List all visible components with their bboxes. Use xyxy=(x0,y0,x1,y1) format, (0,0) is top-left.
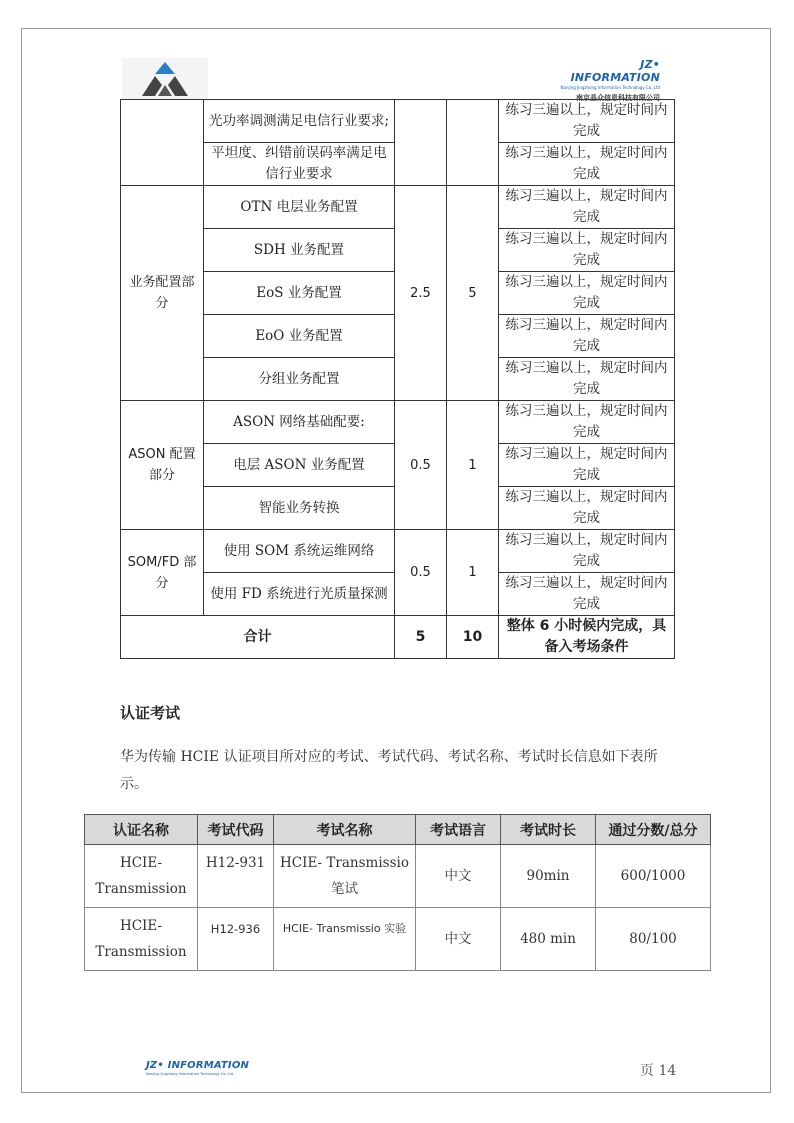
table-row xyxy=(121,186,675,229)
section-count: 1 xyxy=(447,401,499,530)
total-count: 10 xyxy=(447,616,499,659)
training-item: 光功率调测满足电信行业要求; xyxy=(204,100,395,143)
total-note: 整体 6 小时候内完成，具备入考场条件 xyxy=(499,616,675,659)
header-cell: 考试名称 xyxy=(274,815,416,845)
training-note: 练习三遍以上，规定时间内完成 xyxy=(499,444,675,487)
header-cell: 考试时长 xyxy=(501,815,596,845)
training-item: 使用 FD 系统进行光质量探测 xyxy=(204,573,395,616)
training-note: 练习三遍以上，规定时间内完成 xyxy=(499,573,675,616)
training-item: 智能业务转换 xyxy=(204,487,395,530)
exam-code: H12-931 xyxy=(198,845,274,908)
exam-name: HCIE- Transmissio 实验 xyxy=(274,908,416,971)
exam-table xyxy=(84,814,711,971)
header-cell: 考试语言 xyxy=(416,815,501,845)
section-hours: 2.5 xyxy=(395,186,447,401)
training-note: 练习三遍以上，规定时间内完成 xyxy=(499,100,675,143)
training-item: SDH 业务配置 xyxy=(204,229,395,272)
footer-brand-name: JZ• INFORMATION xyxy=(146,1060,250,1071)
header-cell: 认证名称 xyxy=(85,815,198,845)
exam-duration: 90min xyxy=(501,845,596,908)
section-label: 业务配置部分 xyxy=(121,186,204,401)
training-item: 平坦度、纠错前误码率满足电信行业要求 xyxy=(204,143,395,186)
table-row xyxy=(85,845,711,908)
header-brand-cn: 南京晶众信息科技有限公司 xyxy=(576,94,660,102)
intro-paragraph: 华为传输 HCIE 认证项目所对应的考试、考试代码、考试名称、考试时长信息如下表所示。 xyxy=(120,749,658,792)
exam-table-header xyxy=(85,815,711,845)
table-row xyxy=(121,100,675,143)
total-row xyxy=(121,616,675,659)
footer-brand xyxy=(146,1060,249,1076)
training-table xyxy=(120,99,675,659)
exam-language: 中文 xyxy=(416,908,501,971)
header-brand xyxy=(548,58,660,103)
header-brand-sub: Nanjing Jingzhong Information Technology Co.,Ltd xyxy=(560,85,660,90)
section-hours: 0.5 xyxy=(395,401,447,530)
table-row xyxy=(121,530,675,573)
section-label: SOM/FD 部分 xyxy=(121,530,204,616)
section-label: ASON 配置部分 xyxy=(121,401,204,530)
training-item: OTN 电层业务配置 xyxy=(204,186,395,229)
section-title: 认证考试 xyxy=(120,704,181,722)
header-brand-name: JZ• INFORMATION xyxy=(570,58,660,84)
training-item: 分组业务配置 xyxy=(204,358,395,401)
training-note: 练习三遍以上，规定时间内完成 xyxy=(499,530,675,573)
training-item: ASON 网络基础配要: xyxy=(204,401,395,444)
exam-name: HCIE- Transmissio 笔试 xyxy=(274,845,416,908)
company-logo-icon xyxy=(122,58,208,100)
exam-score: 80/100 xyxy=(596,908,711,971)
table-row xyxy=(121,401,675,444)
training-note: 练习三遍以上，规定时间内完成 xyxy=(499,229,675,272)
total-label: 合计 xyxy=(121,616,395,659)
page-number: 页 14 xyxy=(640,1063,677,1079)
training-item: 电层 ASON 业务配置 xyxy=(204,444,395,487)
training-note: 练习三遍以上，规定时间内完成 xyxy=(499,272,675,315)
footer-brand-sub: Nanjing Jingzhong Information Technology Co.,Ltd xyxy=(146,1072,234,1076)
exam-score: 600/1000 xyxy=(596,845,711,908)
section-count: 1 xyxy=(447,530,499,616)
cert-name: HCIE-Transmission xyxy=(85,908,198,971)
training-item: EoS 业务配置 xyxy=(204,272,395,315)
section-count: 5 xyxy=(447,186,499,401)
total-hours: 5 xyxy=(395,616,447,659)
training-note: 练习三遍以上，规定时间内完成 xyxy=(499,143,675,186)
cert-name: HCIE-Transmission xyxy=(85,845,198,908)
training-item: EoO 业务配置 xyxy=(204,315,395,358)
table-row xyxy=(85,908,711,971)
training-note: 练习三遍以上，规定时间内完成 xyxy=(499,186,675,229)
training-note: 练习三遍以上，规定时间内完成 xyxy=(499,358,675,401)
exam-code: H12-936 xyxy=(198,908,274,971)
exam-duration: 480 min xyxy=(501,908,596,971)
training-item: 使用 SOM 系统运维网络 xyxy=(204,530,395,573)
exam-language: 中文 xyxy=(416,845,501,908)
training-note: 练习三遍以上，规定时间内完成 xyxy=(499,401,675,444)
header-cell: 考试代码 xyxy=(198,815,274,845)
header-cell: 通过分数/总分 xyxy=(596,815,711,845)
training-note: 练习三遍以上，规定时间内完成 xyxy=(499,487,675,530)
training-note: 练习三遍以上，规定时间内完成 xyxy=(499,315,675,358)
section-hours: 0.5 xyxy=(395,530,447,616)
